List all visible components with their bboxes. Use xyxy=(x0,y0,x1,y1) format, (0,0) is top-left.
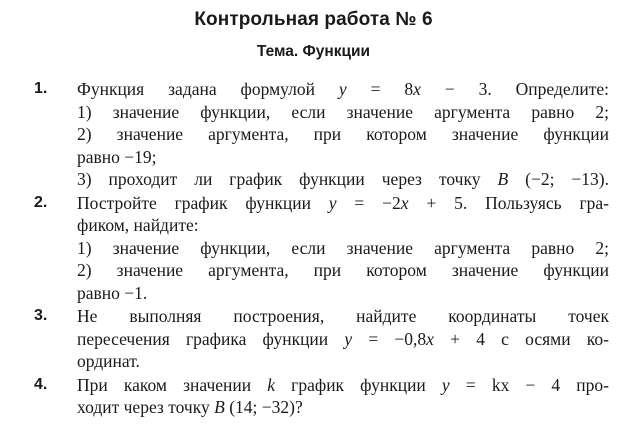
problem-line: Функция задана формулой y = 8x − 3. Определите: xyxy=(77,79,609,99)
problem-line: Не выполняя построения, найдите координаты точек xyxy=(77,306,609,326)
problem-list xyxy=(0,78,627,420)
problem-line: фиком, найдите: xyxy=(77,215,199,235)
problem-1 xyxy=(0,78,627,191)
problem-line: 1) значение функции, если значение аргумента равно 2; xyxy=(77,237,609,258)
problem-4 xyxy=(0,374,627,419)
problem-number: 4. xyxy=(34,375,48,393)
problem-line: 2) значение аргумента, при котором значение функции xyxy=(77,124,609,144)
problem-line: равно −1. xyxy=(77,282,148,303)
problem-number: 2. xyxy=(34,193,48,211)
problem-line: равно −19; xyxy=(77,146,157,167)
page-subtitle: Тема. Функции xyxy=(256,43,371,60)
problem-line: 1) значение функции, если значение аргумента равно 2; xyxy=(77,101,609,122)
page-title: Контрольная работа № 6 xyxy=(194,9,433,30)
problem-line: 3) проходит ли график функции через точку B (−2; −13). xyxy=(77,169,609,189)
problem-line: 2) значение аргумента, при котором значение функции xyxy=(77,260,609,280)
problem-text xyxy=(77,305,609,373)
problem-text xyxy=(77,192,609,305)
problem-text xyxy=(77,78,609,191)
problem-number: 3. xyxy=(34,307,48,324)
problem-text xyxy=(77,374,609,419)
problem-2 xyxy=(0,192,627,305)
problem-number: 1. xyxy=(34,80,48,97)
problem-line: ходит через точку B (14; −32)? xyxy=(77,397,303,417)
problem-line: Постройте график функции y = −2x + 5. Пользуясь гра- xyxy=(77,192,609,213)
problem-3 xyxy=(0,305,627,373)
problem-line: пересечения графика функции y = −0,8x + 4 с осями ко- xyxy=(77,328,609,349)
problem-line: При каком значении k график функции y = kx − 4 про- xyxy=(77,374,609,395)
problem-line: ординат. xyxy=(77,351,140,371)
